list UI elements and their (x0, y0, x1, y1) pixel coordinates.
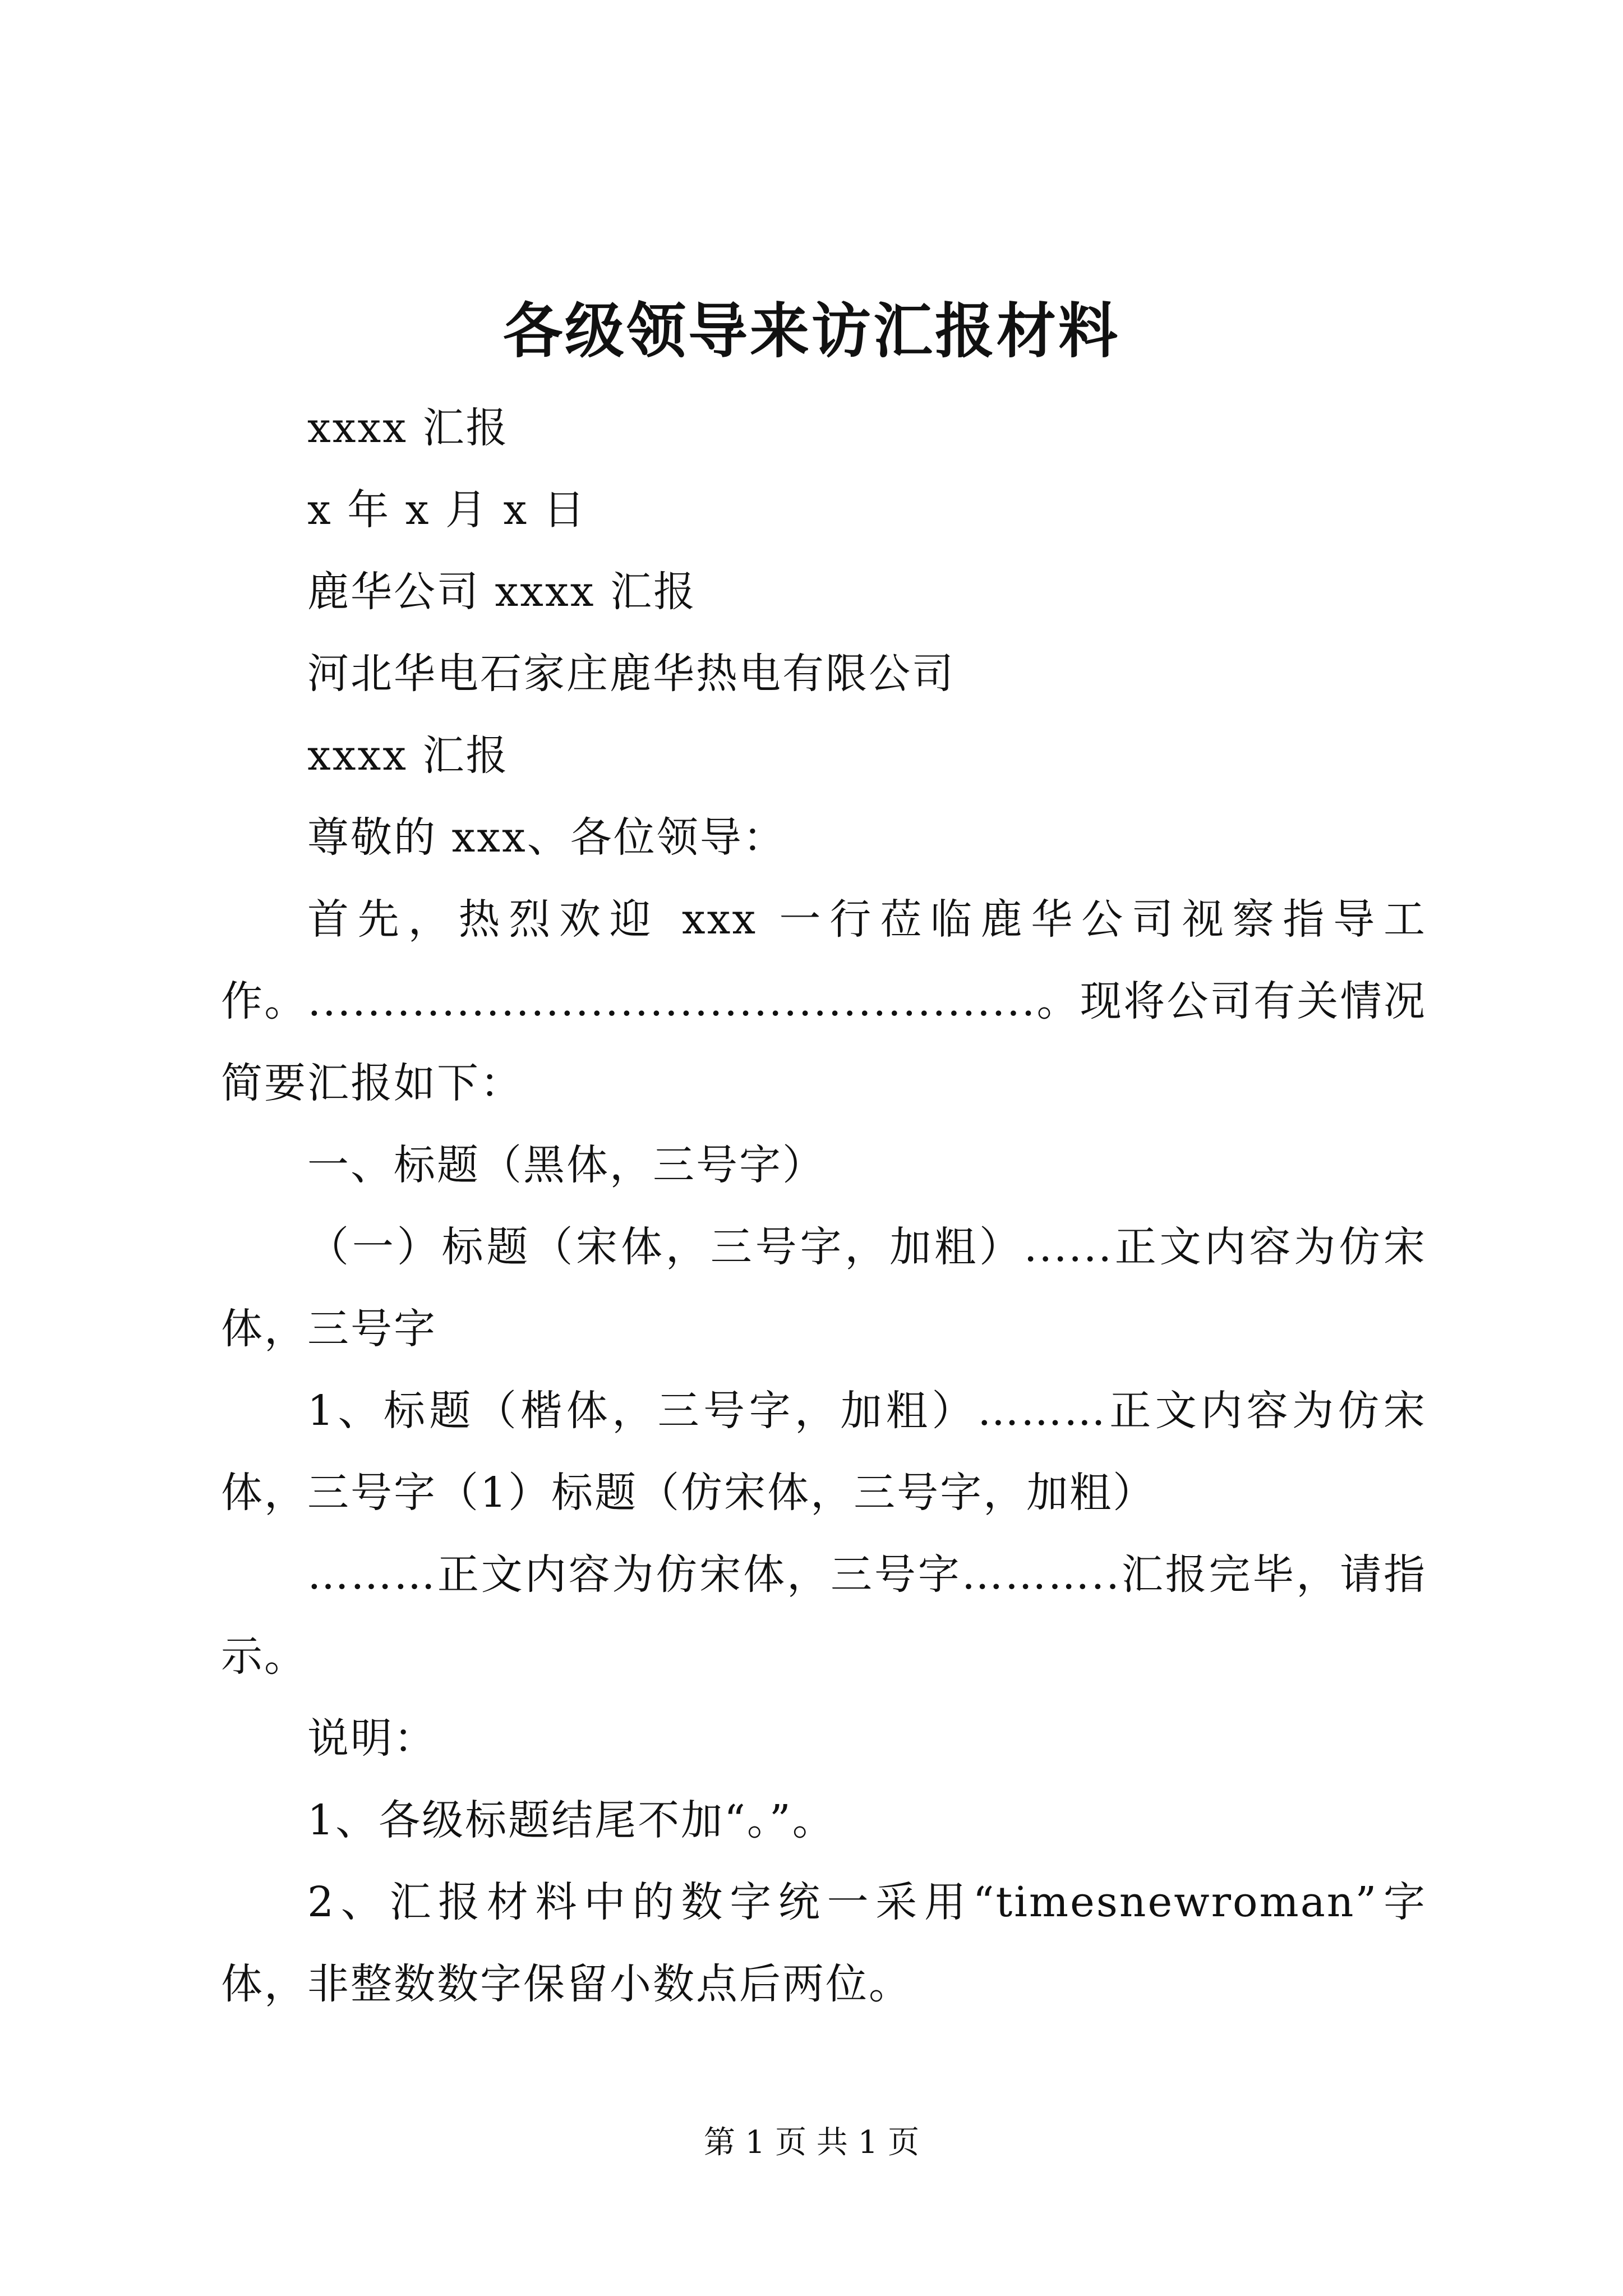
paragraph-report-2: xxxx 汇报 (307, 731, 509, 780)
paragraph-report-1: xxxx 汇报 (307, 404, 509, 452)
paragraph-salutation: 尊敬的 xxx、各位领导： (307, 813, 786, 862)
paragraph-company-name: 河北华电石家庄鹿华热电有限公司 (307, 650, 955, 698)
document-title: 各级领导来访汇报材料 (503, 296, 1120, 366)
paragraph-heading-level-1: 一、标题（黑体，三号字） (307, 1141, 826, 1189)
page-footer: 第 1 页 共 1 页 (703, 2124, 920, 2161)
paragraph-note-2: 2、汇报材料中的数字统一采用“timesnewroman”字体，非整数数字保留小数点后两位。 (221, 1878, 1427, 2008)
document-body (221, 387, 1427, 2025)
paragraph-heading-level-2: （一）标题（宋体，三号字，加粗）......正文内容为仿宋体，三号字 (221, 1223, 1427, 1353)
paragraph-note-1: 1、各级标题结尾不加“。”。 (307, 1796, 836, 1844)
paragraph-date: x 年 x 月 x 日 (307, 486, 587, 534)
paragraph-heading-level-3: 1、标题（楷体，三号字，加粗）………正文内容为仿宋体，三号字（1）标题（仿宋体，三号字，加粗） (221, 1387, 1427, 1517)
paragraph-company-report: 鹿华公司 xxxx 汇报 (307, 568, 697, 616)
paragraph-closing: ………正文内容为仿宋体，三号字………..汇报完毕，请指示。 (221, 1550, 1427, 1681)
paragraph-notes-label: 说明： (307, 1714, 437, 1763)
paragraph-welcome: 首先，热烈欢迎 xxx 一行莅临鹿华公司视察指导工作。.................................................。现将公司有关情况简要汇报如下： (221, 895, 1427, 1107)
